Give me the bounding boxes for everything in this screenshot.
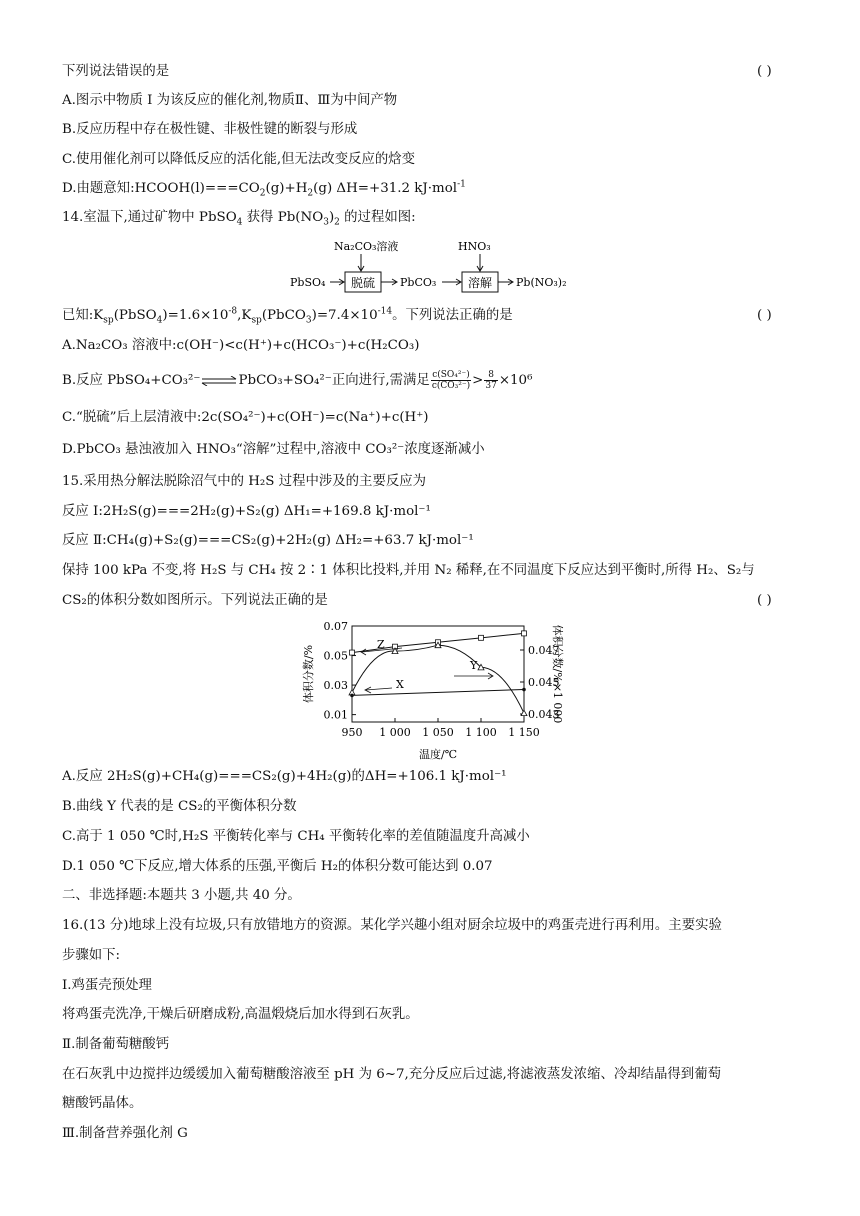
y-left-tick-label: 0.01 — [323, 708, 348, 722]
q14-known: 已知$:K_{sp}(PbSO_4)=1.6\times 10^{-8},K_{sp}(PbCO_3)=7.4\times 10^{-14}$。下列说法正确的是 — [62, 306, 513, 326]
series-point-z — [479, 635, 484, 640]
q15-option-c: C.高于 1 050 ℃时,H₂S 平衡转化率与 CH₄ 平衡转化率的差值随温度升高减小 — [62, 829, 530, 844]
q14-stem: 14.室温下,通过矿物中 PbSO$_4$ 获得 $Pb(NO_3)_2$ 的过程如图: — [62, 210, 416, 228]
flow-reagent-1: Na₂CO₃溶液 — [334, 240, 399, 253]
step-2-text-2: 糖酸钙晶体。 — [62, 1096, 143, 1111]
flow-start: PbSO₄ — [290, 276, 326, 289]
y-right-tick-label: 0.045 — [528, 676, 560, 689]
q15-option-b: B.曲线 Y 代表的是 CS₂的平衡体积分数 — [62, 799, 297, 814]
step-2-text-1: 在石灰乳中边搅拌边缓缓加入葡萄糖酸溶液至 pH 为 6~7,充分反应后过滤,将滤液蒸发浓缩、冷却结晶得到葡萄 — [62, 1067, 721, 1082]
q16-stem-1: 16.(13 分)地球上没有垃圾,只有放错地方的资源。某化学兴趣小组对厨余垃圾中的鸡蛋壳进行再利用。主要实验 — [62, 918, 722, 933]
answer-bracket[interactable]: ( ) — [757, 308, 772, 323]
x-tick-label: 1 050 — [422, 726, 454, 739]
series-label-x: X — [396, 678, 404, 691]
q14-option-c: C.“脱硫”后上层清液中:2c(SO₄²⁻)+c(OH⁻)=c(Na⁺)+c(H⁺) — [62, 410, 429, 425]
flow-step-2: 溶解 — [468, 276, 493, 290]
series-point-z — [522, 631, 527, 636]
series-label-z: Z — [377, 638, 385, 651]
step-1-text: 将鸡蛋壳洗净,干燥后研磨成粉,高温煅烧后加水得到石灰乳。 — [62, 1007, 419, 1022]
q13-option-d: D.由题意知$:HCOOH(l)===CO_2(g)+H_2(g)$ ΔH=+31.2 kJ·mol$^{-1}$ — [62, 179, 466, 199]
series-line-y — [352, 645, 524, 713]
q15-option-a: A.反应 2H₂S(g)+CH₄(g)===CS₂(g)+4H₂(g)的ΔH=+106.1 kJ·mol⁻¹ — [62, 769, 507, 784]
x-tick-label: 1 150 — [508, 726, 540, 739]
q14-flow-diagram — [290, 236, 580, 296]
q15-stem: 15.采用热分解法脱除沼气中的 H₂S 过程中涉及的主要反应为 — [62, 474, 427, 489]
x-tick-label: 950 — [341, 726, 363, 739]
flow-mid: PbCO₃ — [400, 276, 437, 289]
q15-condition-1: 保持 100 kPa 不变,将 H₂S 与 CH₄ 按 2∶1 体积比投料,并用 N₂ 稀释,在不同温度下反应达到平衡时,所得 H₂、S₂与 — [62, 563, 755, 578]
q15-condition-2: CS₂的体积分数如图所示。下列说法正确的是 — [62, 593, 328, 608]
y-right-tick-label: 0.043 — [528, 708, 560, 721]
series-point-y — [521, 710, 527, 716]
volume-fraction-chart — [292, 618, 568, 764]
y-axis-left-label: 体积分数/% — [302, 644, 315, 704]
x-tick-label: 1 000 — [379, 726, 411, 739]
y-axis-right-label: 体积分数/%×1 000 — [551, 624, 564, 724]
step-1-title: Ⅰ.鸡蛋壳预处理 — [62, 978, 152, 993]
q16-stem-2: 步骤如下: — [62, 948, 121, 963]
q15-reaction-1: 反应 Ⅰ:2H₂S(g)===2H₂(g)+S₂(g) ΔH₁=+169.8 kJ·mol⁻¹ — [62, 504, 431, 519]
answer-bracket[interactable]: ( ) — [757, 64, 772, 79]
q13-stem: 下列说法错误的是 — [62, 64, 170, 79]
series-line-x — [352, 690, 524, 696]
series-label-y: Y — [470, 659, 478, 672]
q14-option-d: D.PbCO₃ 悬浊液加入 HNO₃“溶解”过程中,溶液中 CO₃²⁻浓度逐渐减小 — [62, 442, 485, 457]
answer-bracket[interactable]: ( ) — [757, 593, 772, 608]
y-left-tick-label: 0.07 — [323, 620, 348, 633]
equilibrium-arrow-icon — [200, 376, 238, 386]
flow-end: Pb(NO₃)₂ — [516, 276, 567, 289]
flow-reagent-2: HNO₃ — [458, 240, 491, 253]
series-point-x — [522, 688, 526, 692]
y-left-tick-label: 0.05 — [323, 649, 348, 663]
step-2-title: Ⅱ.制备葡萄糖酸钙 — [62, 1037, 170, 1052]
section-title: 二、非选择题:本题共 3 小题,共 40 分。 — [62, 888, 301, 903]
q15-reaction-2: 反应 Ⅱ:CH₄(g)+S₂(g)===CS₂(g)+2H₂(g) ΔH₂=+63.7 kJ·mol⁻¹ — [62, 533, 474, 548]
series-point-x — [350, 694, 354, 698]
q13-option-b: B.反应历程中存在极性键、非极性键的断裂与形成 — [62, 122, 358, 137]
q13-option-a: A.图示中物质 Ⅰ 为该反应的催化剂,物质Ⅱ、Ⅲ为中间产物 — [62, 93, 398, 108]
y-right-tick-label: 0.047 — [528, 644, 560, 657]
q13-option-c: C.使用催化剂可以降低反应的活化能,但无法改变反应的焓变 — [62, 152, 416, 167]
step-3-title: Ⅲ.制备营养强化剂 G — [62, 1126, 188, 1141]
q14-option-a: A.Na₂CO₃ 溶液中:c(OH⁻)<c(H⁺)+c(HCO₃⁻)+c(H₂CO₃) — [62, 338, 420, 353]
series-point-z — [350, 650, 355, 655]
y-left-tick-label: 0.03 — [323, 679, 348, 693]
q14-option-b: B.反应 PbSO₄+CO₃²⁻ PbCO₃+SO₄²⁻正向进行,需满足 $\frac{\text{c(SO₄²⁻)}}{\text{c(CO₃²⁻)}}$ > $\frac{8}{37}$ ×10⁶ — [62, 370, 533, 391]
flow-step-1: 脱硫 — [351, 276, 376, 290]
x-tick-label: 1 100 — [465, 726, 497, 739]
x-axis-label: 温度/℃ — [418, 748, 458, 761]
q15-option-d: D.1 050 ℃下反应,增大体系的压强,平衡后 H₂的体积分数可能达到 0.07 — [62, 859, 493, 874]
